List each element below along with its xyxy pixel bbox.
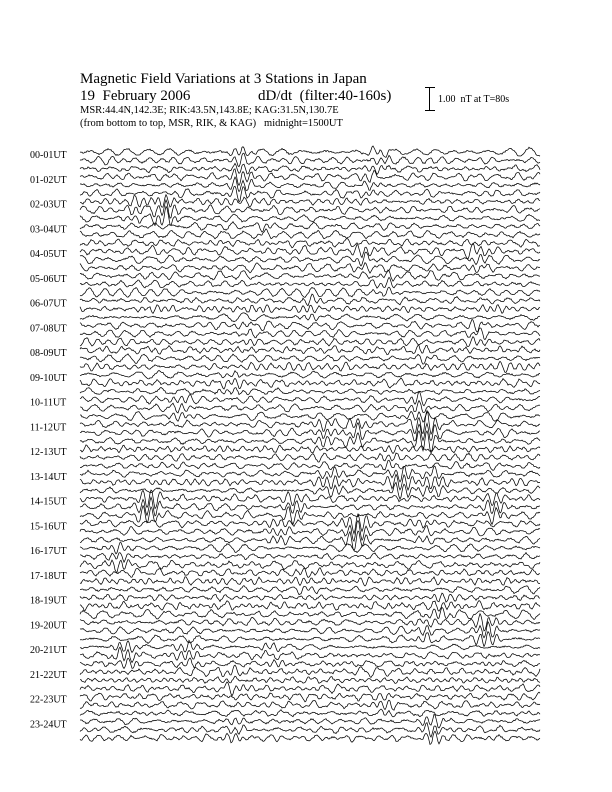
hour-label: 02-03UT [30,199,67,211]
hour-label: 19-20UT [30,620,67,632]
station-trace-msr [80,411,540,422]
chart-title: Magnetic Field Variations at 3 Stations in Japan [80,71,367,87]
station-trace-rik [80,153,540,166]
station-trace-msr [80,313,540,322]
station-trace-msr [80,287,540,297]
station-trace-rik [80,553,540,563]
station-trace-rik [80,676,540,683]
station-trace-kag [80,391,540,405]
chart-date: 19 February 2006 [80,88,191,104]
hour-label: 18-19UT [30,595,67,607]
station-trace-msr [80,361,540,372]
station-trace-msr [80,560,540,573]
hour-panel [30,692,540,717]
hour-label: 21-22UT [30,669,67,681]
station-trace-kag [80,665,540,677]
station-trace-msr [80,337,540,347]
station-trace-kag [80,222,540,232]
station-trace-kag [80,692,540,702]
hour-panel [30,270,540,297]
hour-panel [30,614,540,647]
station-trace-rik [80,723,540,737]
hour-label: 05-06UT [30,273,67,285]
hour-panel [30,319,540,346]
hour-panel [30,411,540,453]
station-trace-msr [80,608,540,620]
hour-label: 16-17UT [30,546,67,557]
station-trace-msr [80,482,540,499]
hour-label: 11-12UT [30,422,67,434]
station-trace-rik [80,601,540,612]
station-trace-kag [80,568,540,578]
station-trace-msr [80,709,540,717]
hour-label: 15-16UT [30,521,67,533]
station-trace-rik [80,177,540,192]
hour-panel [30,714,540,744]
hour-label: 01-02UT [30,174,67,186]
hour-panel [30,466,540,499]
hour-panel [30,445,540,471]
trace-order-note: (from bottom to top, MSR, RIK, & KAG) midnight=1500UT [80,118,343,129]
station-trace-msr [80,263,540,273]
hour-panel [30,169,540,202]
component-filter-label: dD/dt (filter:40-160s) [258,88,392,104]
hour-panel [30,640,540,668]
station-trace-kag [80,445,540,454]
station-trace-kag [80,294,540,306]
station-trace-msr [80,387,540,394]
station-coordinates: MSR:44.4N,142.3E; RIK:43.5N,143.8E; KAG:31.5N,130.7E [80,105,339,116]
hour-label: 23-24UT [30,719,67,731]
station-trace-kag [80,270,540,281]
station-trace-kag [80,319,540,332]
station-trace-rik [80,577,540,586]
hour-panel [30,195,540,226]
hour-label: 08-09UT [30,348,67,359]
hour-panel [30,345,540,372]
hour-label: 14-15UT [30,496,67,508]
hour-label: 04-05UT [30,249,67,260]
hour-panel [30,294,540,322]
station-trace-kag [80,146,540,157]
station-trace-kag [80,714,540,728]
station-trace-kag [80,169,540,185]
hour-label: 10-11UT [30,397,67,409]
hour-panel [30,243,540,273]
station-trace-rik [80,401,540,413]
hour-label: 22-23UT [30,694,67,706]
station-trace-rik [80,647,540,662]
hour-panel [30,391,540,422]
station-trace-rik [80,378,540,389]
station-trace-msr [80,731,540,744]
station-trace-kag [80,543,540,554]
station-trace-msr [80,658,540,668]
hour-panel [30,222,540,248]
hour-panel [30,568,540,595]
station-trace-rik [80,277,540,288]
hour-panel [30,146,540,174]
hour-label: 07-08UT [30,323,67,335]
station-trace-msr [80,186,540,202]
station-trace-rik [80,305,540,314]
hour-panel [30,490,540,524]
station-trace-msr [80,206,540,225]
hour-label: 13-14UT [30,471,67,483]
station-trace-msr [80,460,540,470]
station-trace-rik [80,474,540,490]
hour-panel [30,371,540,395]
hour-label: 00-01UT [30,150,67,161]
station-trace-rik [80,354,540,364]
hour-panel [30,514,540,551]
hour-label: 06-07UT [30,298,67,310]
station-trace-rik [80,229,540,239]
hour-label: 03-04UT [30,224,67,236]
hour-panel [30,543,540,573]
station-trace-rik [80,328,540,340]
hour-panel [30,593,540,619]
station-trace-kag [80,593,540,602]
hour-label: 17-18UT [30,570,67,582]
station-trace-kag [80,345,540,354]
station-trace-kag [80,371,540,379]
hour-label: 20-21UT [30,645,67,656]
hour-panel [30,665,540,696]
station-trace-msr [80,163,540,174]
station-trace-kag [80,195,540,207]
station-trace-rik [80,700,540,710]
hour-label: 12-13UT [30,447,67,458]
station-trace-msr [80,586,540,595]
station-trace-rik [80,453,540,462]
scale-label: 1.00 nT at T=80s [438,94,510,105]
hour-label: 09-10UT [30,372,67,384]
